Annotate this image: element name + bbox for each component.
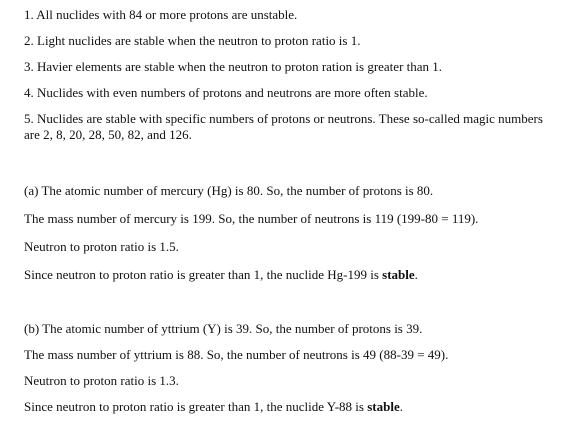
part-a-atomic-number: (a) The atomic number of mercury (Hg) is 80. So, the number of protons is 80. [24, 183, 434, 198]
rule-1: 1. All nuclides with 84 or more protons are unstable. [24, 7, 298, 22]
part-a-conclusion-text: Since neutron to proton ratio is greater than 1, the nuclide Hg-199 is [24, 267, 383, 282]
part-b-conclusion-period: . [399, 399, 403, 414]
rule-5: 5. Nuclides are stable with specific numbers of protons or neutrons. These so-called magic numbers are 2, 8, 20, 28, 50, 82, and 126. [24, 111, 543, 142]
part-b-conclusion [24, 399, 568, 415]
part-a-ratio: Neutron to proton ratio is 1.5. [24, 239, 179, 254]
part-b-conclusion-text: Since neutron to proton ratio is greater than 1, the nuclide Y-88 is [24, 399, 368, 414]
part-b-mass-number: The mass number of yttrium is 88. So, the number of neutrons is 49 (88-39 = 49). [24, 347, 449, 362]
rule-2: 2. Light nuclides are stable when the neutron to proton ratio is 1. [24, 33, 361, 48]
part-a-conclusion-period: . [414, 267, 418, 282]
rule-3: 3. Havier elements are stable when the neutron to proton ration is greater than 1. [24, 59, 443, 74]
rule-4: 4. Nuclides with even numbers of protons and neutrons are more often stable. [24, 85, 428, 100]
part-a-conclusion [24, 267, 568, 283]
part-b-stable-label: stable [367, 399, 400, 414]
part-a-mass-number: The mass number of mercury is 199. So, the number of neutrons is 119 (199-80 = 119). [24, 211, 479, 226]
part-a-stable-label: stable [382, 267, 415, 282]
part-b-atomic-number: (b) The atomic number of yttrium (Y) is 39. So, the number of protons is 39. [24, 321, 423, 336]
part-b-ratio: Neutron to proton ratio is 1.3. [24, 373, 179, 388]
